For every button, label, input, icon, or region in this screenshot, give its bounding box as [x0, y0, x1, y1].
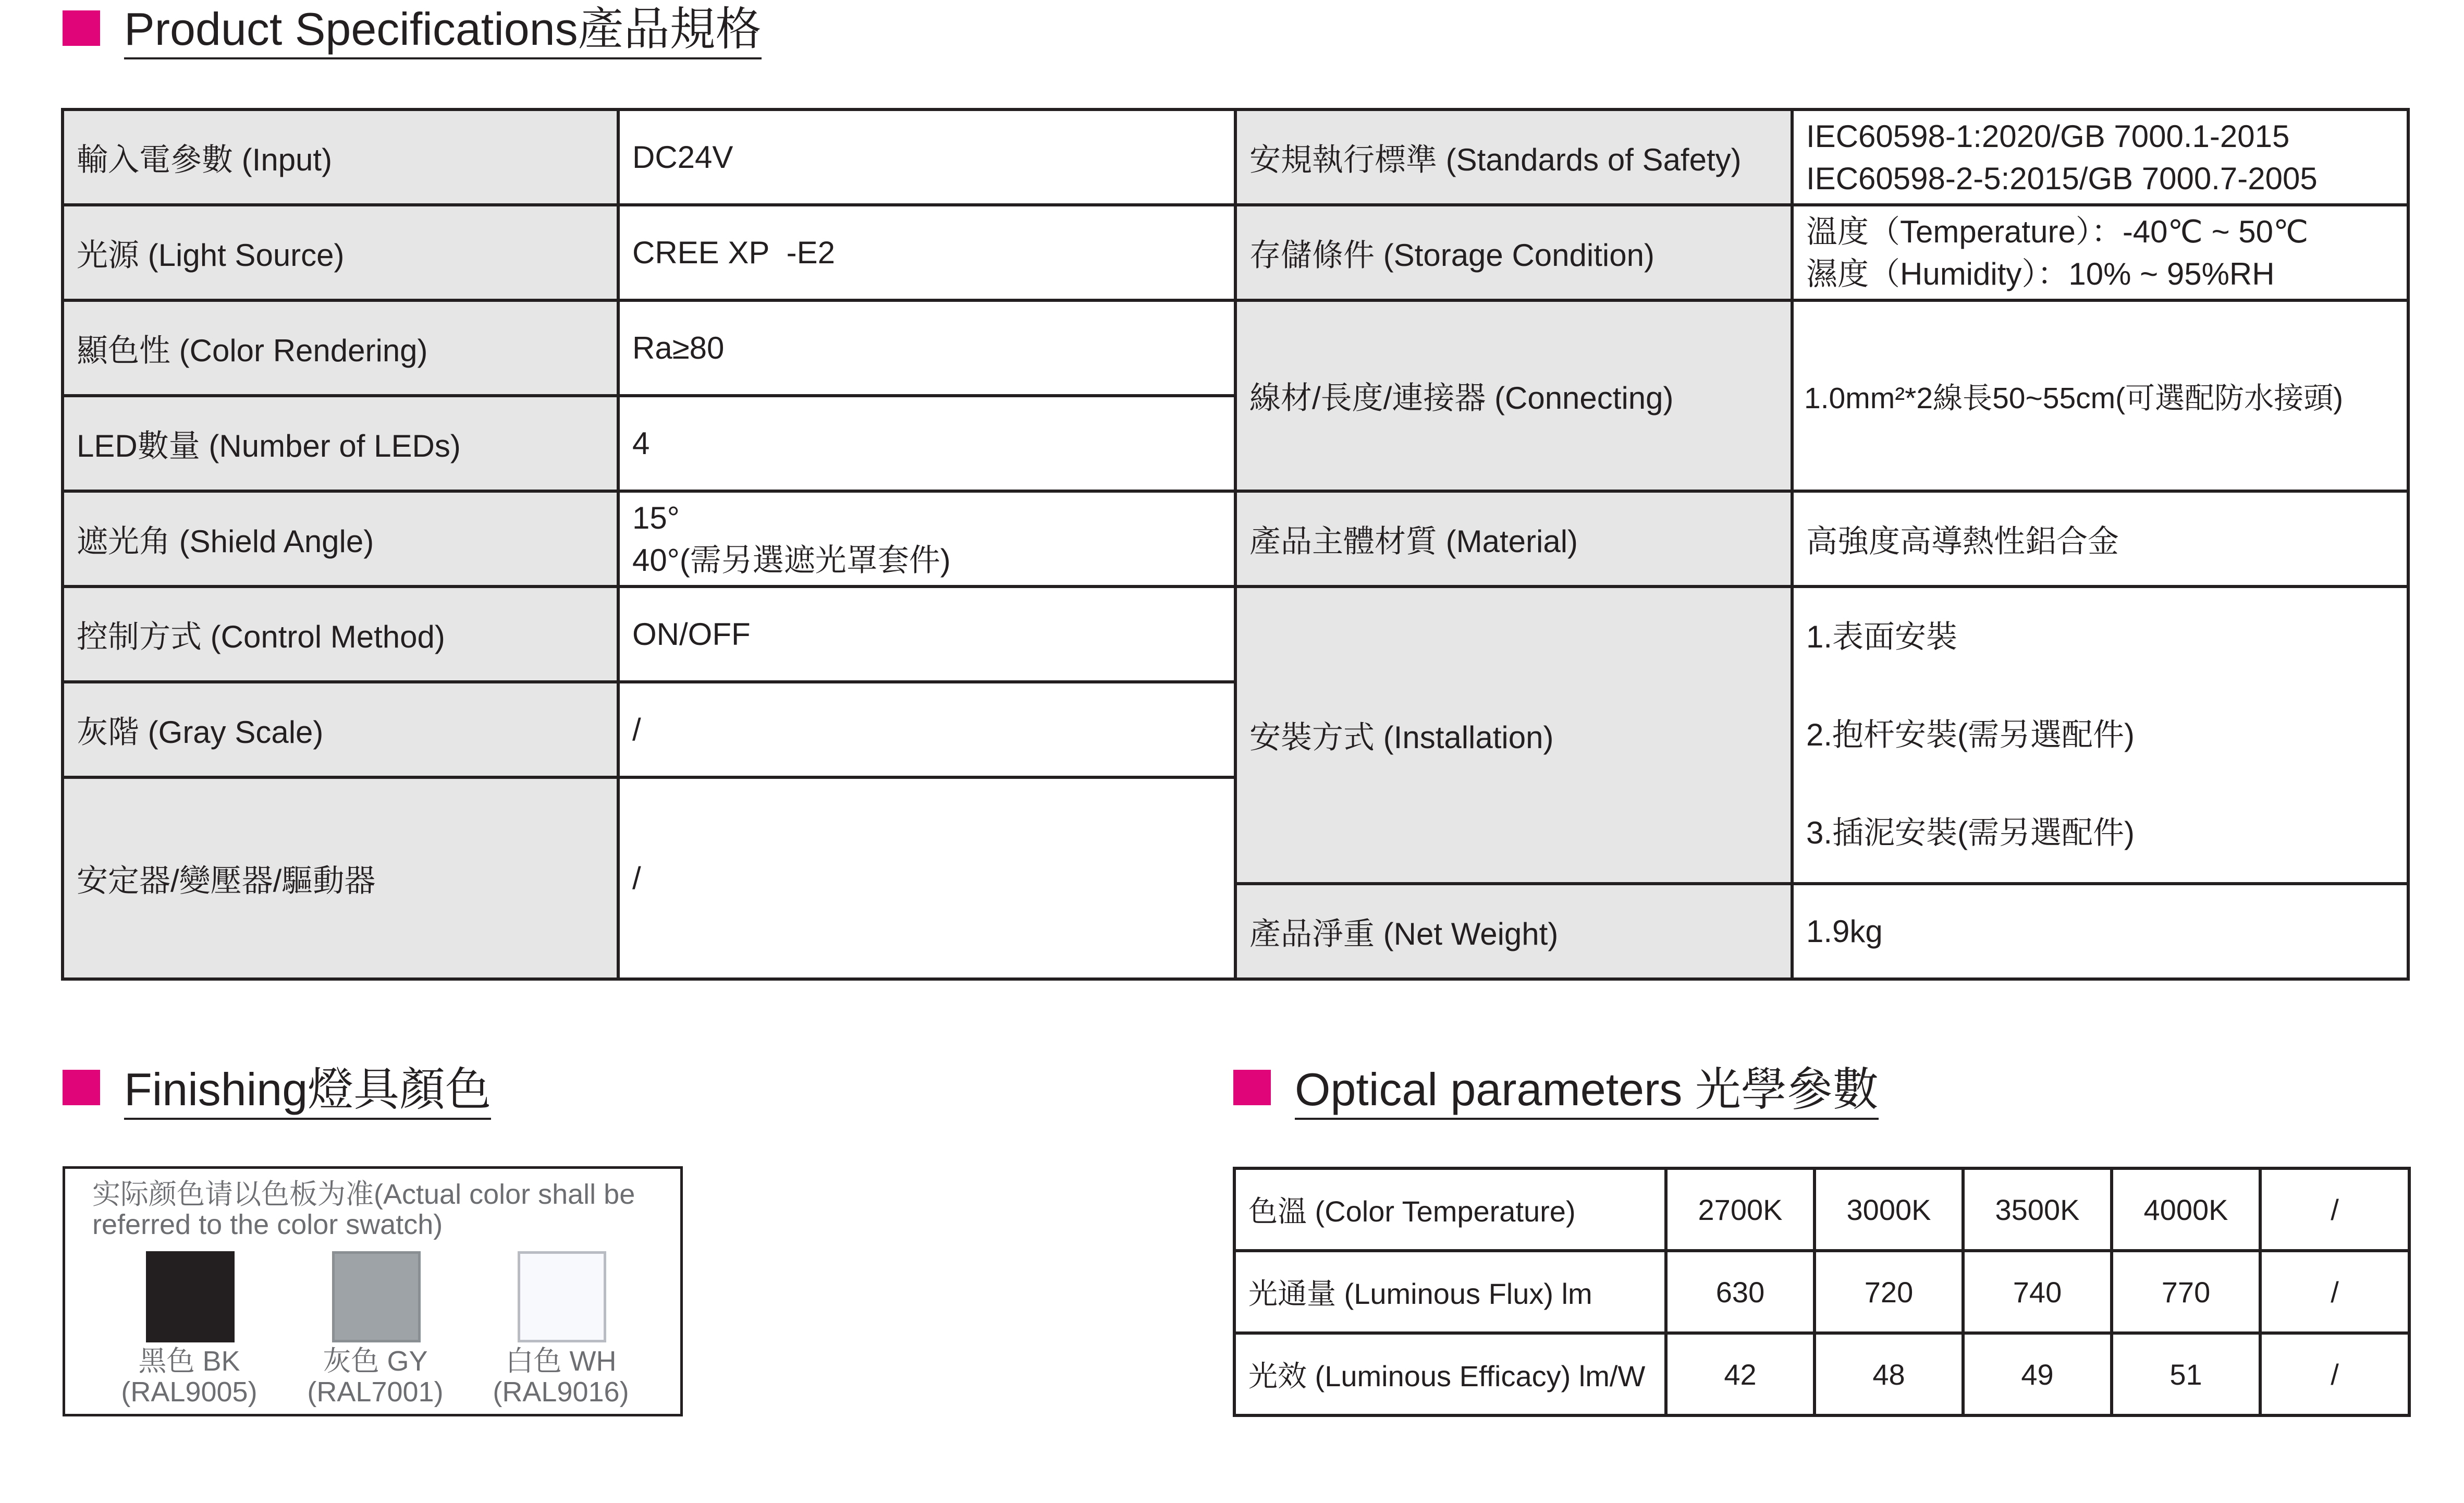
color-rendering-label: 顯色性 (Color Rendering) — [63, 300, 618, 396]
table-cell: / — [2260, 1251, 2409, 1333]
control-label: 控制方式 (Control Method) — [63, 586, 618, 682]
table-cell: 48 — [1815, 1333, 1963, 1415]
swatch-white-caption — [477, 1346, 644, 1408]
table-cell: / — [2260, 1333, 2409, 1415]
table-cell: / — [2260, 1168, 2409, 1251]
input-value: DC24V — [618, 109, 1235, 205]
led-count-label: LED數量 (Number of LEDs) — [63, 396, 618, 491]
spec-heading: Product Specifications產品規格 — [124, 6, 762, 59]
installation-value-line-2: 2.抱杆安裝(需另選配件) — [1806, 717, 2135, 752]
swatch-black — [146, 1251, 235, 1342]
table-row — [63, 300, 2408, 396]
accent-square — [63, 10, 100, 46]
table-row — [1234, 1251, 2409, 1333]
table-cell: 630 — [1666, 1251, 1815, 1333]
storage-value-line-2: 濕度（Humidity）：10% ~ 95%RH — [1806, 256, 2275, 291]
swatch-note — [92, 1179, 635, 1240]
table-cell: 2700K — [1666, 1168, 1815, 1251]
luminous-efficacy-label: 光效 (Luminous Efficacy) lm/W — [1234, 1333, 1666, 1415]
swatch-black-label: 黑色 BK — [138, 1346, 240, 1377]
driver-label: 安定器/變壓器/驅動器 — [63, 777, 618, 979]
connecting-label: 線材/長度/連接器 (Connecting) — [1235, 300, 1792, 491]
table-cell: 42 — [1666, 1333, 1815, 1415]
accent-square — [1233, 1070, 1271, 1105]
table-cell: 51 — [2112, 1333, 2260, 1415]
storage-value — [1792, 205, 2408, 300]
material-label: 產品主體材質 (Material) — [1235, 491, 1792, 586]
table-row — [63, 109, 2408, 205]
gray-scale-value: / — [618, 682, 1235, 777]
net-weight-value: 1.9kg — [1792, 884, 2408, 979]
table-row — [63, 205, 2408, 300]
table-row — [1234, 1168, 2409, 1251]
shield-angle-value-line-1: 15° — [632, 500, 680, 535]
swatch-white-label: 白色 WH — [505, 1346, 617, 1377]
light-source-label: 光源 (Light Source) — [63, 205, 618, 300]
table-cell: 4000K — [2112, 1168, 2260, 1251]
safety-label: 安規執行標準 (Standards of Safety) — [1235, 109, 1792, 205]
safety-value — [1792, 109, 2408, 205]
swatch-note-line-1: 实际颜色请以色板为准(Actual color shall be — [92, 1179, 635, 1210]
swatch-note-line-2: referred to the color swatch) — [92, 1209, 443, 1241]
control-value: ON/OFF — [618, 586, 1235, 682]
table-cell: 3500K — [1963, 1168, 2112, 1251]
storage-value-line-1: 溫度（Temperature）：-40℃ ~ 50℃ — [1806, 214, 2309, 249]
safety-value-line-1: IEC60598-1:2020/GB 7000.1-2015 — [1806, 118, 2290, 154]
swatch-white-code: (RAL9016) — [493, 1376, 629, 1408]
installation-label: 安裝方式 (Installation) — [1235, 586, 1792, 884]
spec-table — [61, 108, 2410, 981]
table-row — [63, 586, 2408, 682]
swatch-black-code: (RAL9005) — [121, 1376, 258, 1408]
input-label: 輸入電參數 (Input) — [63, 109, 618, 205]
accent-square — [63, 1070, 100, 1105]
color-temperature-label: 色溫 (Color Temperature) — [1234, 1168, 1666, 1251]
color-swatch-panel — [63, 1166, 683, 1416]
light-source-value: CREE XP -E2 — [618, 205, 1235, 300]
swatch-black-caption — [106, 1346, 273, 1408]
led-count-value: 4 — [618, 396, 1235, 491]
gray-scale-label: 灰階 (Gray Scale) — [63, 682, 618, 777]
table-cell: 49 — [1963, 1333, 2112, 1415]
table-cell: 740 — [1963, 1251, 2112, 1333]
shield-angle-value-line-2: 40°(需另選遮光罩套件) — [632, 542, 951, 578]
installation-value — [1792, 586, 2408, 884]
optical-table — [1233, 1167, 2411, 1417]
color-rendering-value: Ra≥80 — [618, 300, 1235, 396]
swatch-white — [518, 1251, 606, 1342]
table-row — [63, 491, 2408, 586]
shield-angle-label: 遮光角 (Shield Angle) — [63, 491, 618, 586]
safety-value-line-2: IEC60598-2-5:2015/GB 7000.7-2005 — [1806, 161, 2318, 196]
swatch-gray — [332, 1251, 421, 1342]
table-cell: 720 — [1815, 1251, 1963, 1333]
table-cell: 3000K — [1815, 1168, 1963, 1251]
installation-value-line-1: 1.表面安裝 — [1806, 619, 1958, 654]
driver-value: / — [618, 777, 1235, 979]
table-row — [1234, 1333, 2409, 1415]
connecting-value: 1.0mm²*2線長50~55cm(可選配防水接頭) — [1792, 300, 2408, 491]
material-value: 高強度高導熱性鋁合金 — [1792, 491, 2408, 586]
shield-angle-value — [618, 491, 1235, 586]
table-cell: 770 — [2112, 1251, 2260, 1333]
finishing-heading: Finishing燈具顏色 — [124, 1067, 491, 1120]
luminous-flux-label: 光通量 (Luminous Flux) lm — [1234, 1251, 1666, 1333]
swatch-gray-caption — [292, 1346, 459, 1408]
optical-heading: Optical parameters 光學參數 — [1295, 1067, 1879, 1120]
installation-value-line-3: 3.插泥安裝(需另選配件) — [1806, 815, 2135, 850]
net-weight-label: 產品淨重 (Net Weight) — [1235, 884, 1792, 979]
swatch-gray-label: 灰色 GY — [323, 1346, 428, 1377]
storage-label: 存儲條件 (Storage Condition) — [1235, 205, 1792, 300]
swatch-gray-code: (RAL7001) — [307, 1376, 444, 1408]
